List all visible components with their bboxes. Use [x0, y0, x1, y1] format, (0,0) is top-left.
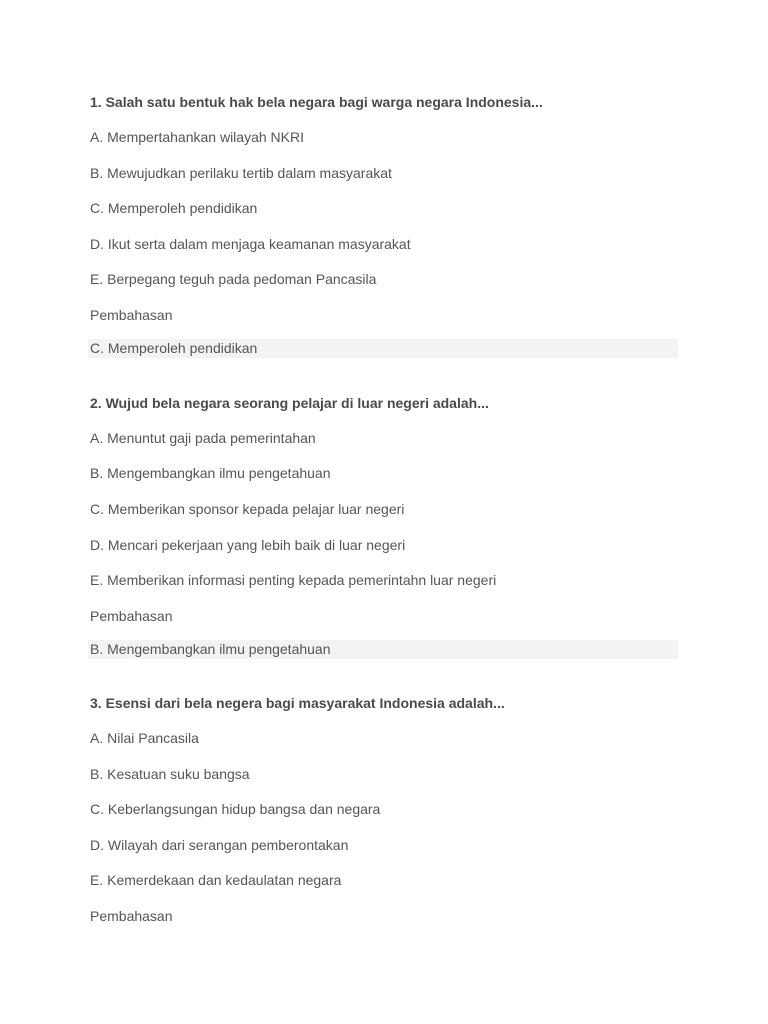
- question-2-option-b: B. Mengembangkan ilmu pengetahuan: [90, 465, 331, 481]
- question-3-option-c: C. Keberlangsungan hidup bangsa dan negara: [90, 801, 381, 817]
- question-1-option-c: C. Memperoleh pendidikan: [90, 200, 258, 216]
- question-1-discussion-label: Pembahasan: [90, 307, 173, 323]
- question-2-option-c: C. Memberikan sponsor kepada pelajar luar negeri: [90, 501, 405, 517]
- question-2-option-a: A. Menuntut gaji pada pemerintahan: [90, 430, 316, 446]
- question-2-option-e: E. Memberikan informasi penting kepada pemerintahn luar negeri: [90, 572, 497, 588]
- question-3-discussion-label: Pembahasan: [90, 908, 173, 924]
- question-3-option-d: D. Wilayah dari serangan pemberontakan: [90, 837, 349, 853]
- question-3-text: 3. Esensi dari bela negera bagi masyarakat Indonesia adalah...: [90, 695, 505, 711]
- question-2-option-d: D. Mencari pekerjaan yang lebih baik di luar negeri: [90, 537, 406, 553]
- question-3-option-e: E. Kemerdekaan dan kedaulatan negara: [90, 872, 342, 888]
- question-1-option-d: D. Ikut serta dalam menjaga keamanan masyarakat: [90, 236, 411, 252]
- question-1-option-a: A. Mempertahankan wilayah NKRI: [90, 129, 304, 145]
- question-1-answer: C. Memperoleh pendidikan: [88, 339, 678, 358]
- question-1-option-b: B. Mewujudkan perilaku tertib dalam masyarakat: [90, 165, 392, 181]
- question-2-discussion-label: Pembahasan: [90, 608, 173, 624]
- question-1-text: 1. Salah satu bentuk hak bela negara bagi warga negara Indonesia...: [90, 94, 543, 110]
- question-2-answer: B. Mengembangkan ilmu pengetahuan: [88, 640, 678, 659]
- question-1-option-e: E. Berpegang teguh pada pedoman Pancasila: [90, 271, 377, 287]
- question-3-option-b: B. Kesatuan suku bangsa: [90, 766, 250, 782]
- question-3-option-a: A. Nilai Pancasila: [90, 730, 199, 746]
- question-2-text: 2. Wujud bela negara seorang pelajar di luar negeri adalah...: [90, 395, 489, 411]
